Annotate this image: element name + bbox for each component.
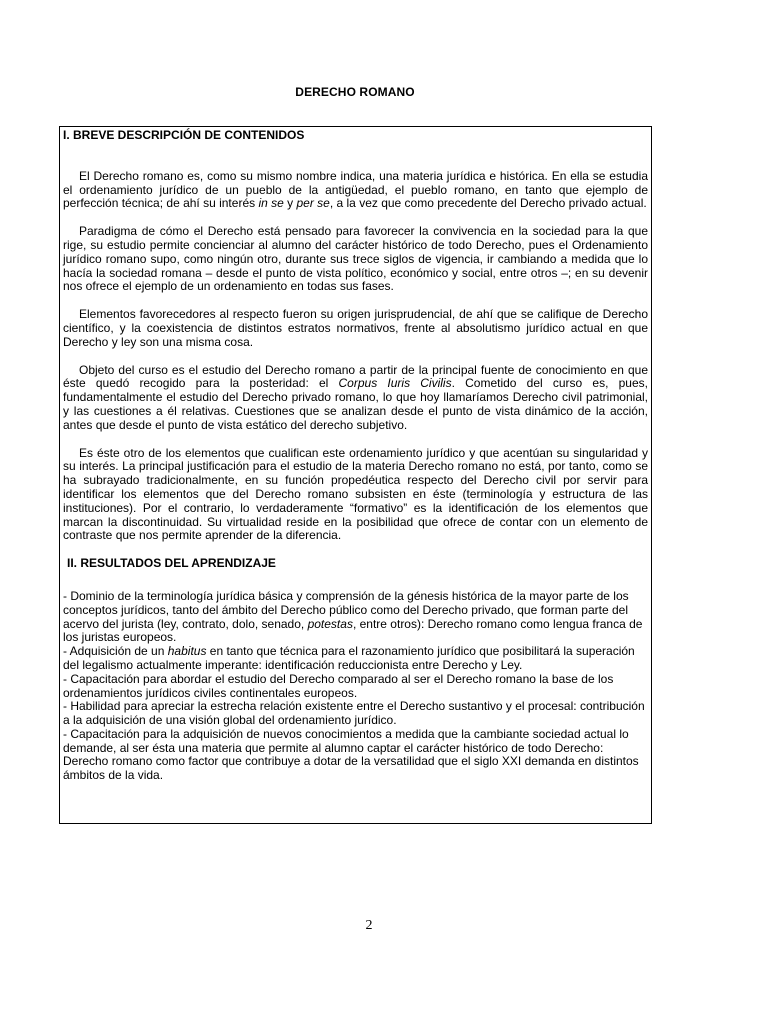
italic-text: per se	[296, 196, 330, 211]
list-item	[63, 645, 648, 673]
text-run: - Dominio de la terminología jurídica básica y comprensión de la génesis histórica de la mayor parte de los conceptos jurídicos, tanto del ámbito del Derecho público como del Derecho privado, que forman parte del acervo del jurista (ley, contrato, dolo, senado,	[63, 588, 629, 631]
document-title: DERECHO ROMANO	[295, 85, 415, 99]
italic-text: habitus	[167, 644, 207, 659]
text-run: El Derecho romano es, como su mismo nombre indica, una materia jurídica e histórica. En ella se estudia el ordenamiento jurídico de un pueblo de la antigüedad, el pueblo romano, en tanto que ejemplo de perfección técnica; de ahí su interés	[63, 168, 648, 211]
section-1-paragraph	[63, 170, 648, 211]
section-1-paragraph	[63, 308, 648, 349]
text-run: - Habilidad para apreciar la estrecha relación existente entre el Derecho sustantivo y el procesal: contribución a la adquisición de una visión global del ordenamiento jurídico.	[63, 699, 645, 728]
list-item	[63, 673, 648, 701]
list-item	[63, 590, 648, 645]
list-item	[63, 728, 648, 783]
text-run: , a la vez que como precedente del Derecho privado actual.	[329, 196, 647, 211]
text-run: en tanto que técnica para el razonamiento jurídico que posibilitará la superación del legalismo actualmente imperante: identificación reduccionista entre Derecho y Ley.	[63, 644, 635, 672]
text-run: - Capacitación para la adquisición de nuevos conocimientos a medida que la cambiante sociedad actual lo demande, al ser ésta una materia que permite al alumno captar el carácter histórico de todo Derecho: Derecho romano como factor que contribuye a dotar de la versatilidad que el siglo XXI demanda en distintos ámbitos de la vida.	[63, 726, 639, 783]
text-run: Paradigma de cómo el Derecho está pensado para favorecer la convivencia en la sociedad para la que rige, su estudio permite concienciar al alumno del carácter histórico de todo Derecho, pues el Ordenamiento jurídico romano supo, como ningún otro, durante sus trece siglos de vigencia, ir cambiando a medida que lo hacía la sociedad romana – desde el punto de vista político, económico y social, entre otros –; en su devenir nos ofrece el ejemplo de un ordenamiento en todas sus fases.	[63, 224, 648, 294]
text-run: Es éste otro de los elementos que cualifican este ordenamiento jurídico y que acentúan su singularidad y su interés. La principal justificación para el estudio de la materia Derecho romano no está, por tanto, como se ha subrayado tradicionalmente, en su función propedéutica respecto del Derecho civil por servir para identificar los elementos que del Derecho romano subsisten en éste (terminología y estructura de las instituciones). Por el contrario, lo verdaderamente “formativo” es la identificación de los elementos que marcan la discontinuidad. Su virtualidad reside en la posibilidad que ofrece de contar con un elemento de contraste que nos permite aprender de la diferencia.	[63, 445, 648, 543]
section-1-paragraph	[63, 447, 648, 544]
italic-text: potestas	[307, 616, 353, 631]
section-1-paragraph	[63, 225, 648, 294]
list-item	[63, 700, 648, 728]
learning-outcomes-list	[63, 590, 648, 783]
text-run: , entre otros): Derecho romano como lengua franca de los juristas europeos.	[63, 616, 643, 645]
text-run: Objeto del curso es el estudio del Derecho romano a partir de la principal fuente de conocimiento en que éste quedó recogido para la posteridad: el	[63, 362, 648, 391]
section-1-heading: I. BREVE DESCRIPCIÓN DE CONTENIDOS	[63, 128, 305, 142]
section-2-heading: II. RESULTADOS DEL APRENDIZAJE	[67, 556, 276, 571]
text-run: - Capacitación para abordar el estudio del Derecho comparado al ser el Derecho romano la base de los ordenamientos jurídicos civiles continentales europeos.	[63, 671, 614, 700]
content-box	[59, 126, 652, 824]
text-run: . Cometido del curso es, pues, fundamentalmente el estudio del Derecho privado romano, lo que hoy llamaríamos Derecho civil patrimonial, y las cuestiones a él relativas. Cuestiones que se analizan desde el punto de vista dinámico de la acción, antes que desde el punto de vista estático del derecho subjetivo.	[63, 376, 648, 432]
italic-text: Corpus Iuris Civilis	[338, 376, 452, 391]
page-number: 2	[365, 918, 373, 933]
text-run: y	[283, 196, 297, 211]
content-box-inner	[63, 127, 648, 783]
text-run: Elementos favorecedores al respecto fueron su origen jurisprudencial, de ahí que se califique de Derecho científico, y la coexistencia de distintos estratos normativos, frente al absolutismo jurídico actual en que Derecho y ley son una misma cosa.	[63, 307, 648, 349]
italic-text: in se	[258, 196, 284, 211]
section-1-paragraph	[63, 364, 648, 433]
text-run: - Adquisición de un	[63, 644, 168, 659]
